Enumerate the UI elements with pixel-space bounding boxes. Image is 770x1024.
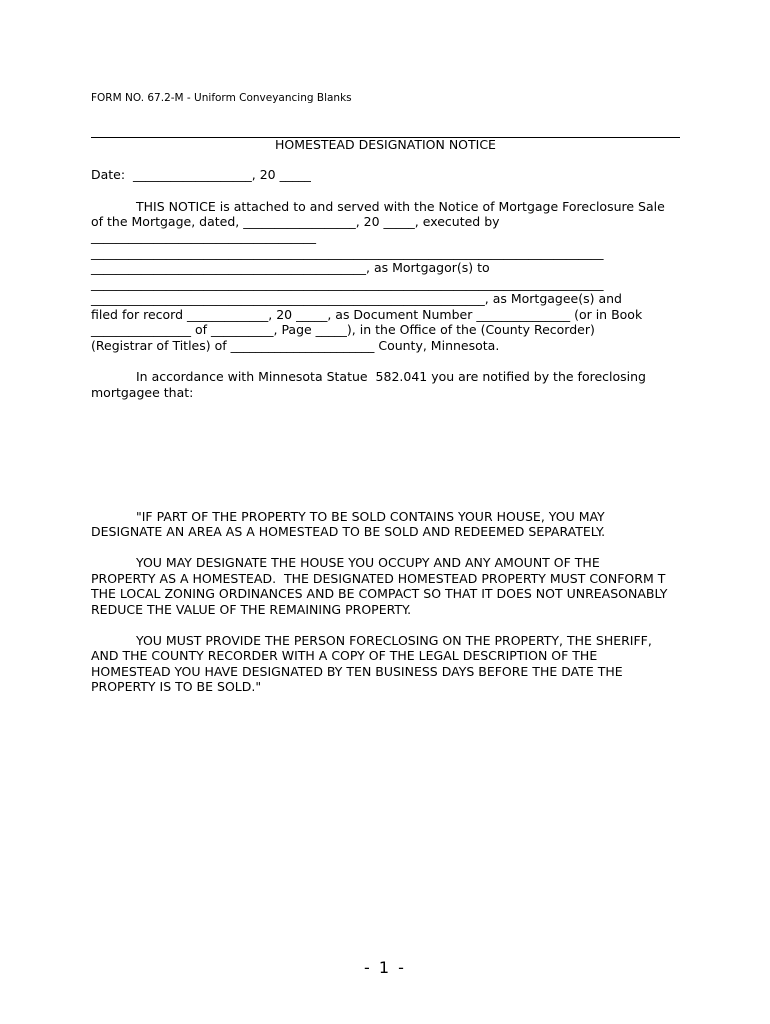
document-title: HOMESTEAD DESIGNATION NOTICE: [275, 137, 496, 152]
notice-line: ________________ of __________, Page _____), in the Office of the (County Recorder): [91, 322, 595, 337]
notice-line: filed for record _____________, 20 _____, as Document Number _______________ (or in Book: [91, 307, 643, 322]
quote-line: "IF PART OF THE PROPERTY TO BE SOLD CONTAINS YOUR HOUSE, YOU MAY: [136, 509, 605, 524]
notice-line: (Registrar of Titles) of _______________________ County, Minnesota.: [91, 338, 500, 353]
form-number: FORM NO. 67.2-M - Uniform Conveyancing Blanks: [91, 92, 352, 104]
notice-line: __________________________________________________________________________________: [91, 245, 604, 260]
notice-line: __________________________________________________________________________________: [91, 276, 604, 291]
quote-line: DESIGNATE AN AREA AS A HOMESTEAD TO BE SOLD AND REDEEMED SEPARATELY.: [91, 524, 606, 539]
quote-line: PROPERTY IS TO BE SOLD.": [91, 679, 262, 694]
quote-line: PROPERTY AS A HOMESTEAD. THE DESIGNATED HOMESTEAD PROPERTY MUST CONFORM T: [91, 571, 666, 586]
quote-line: YOU MUST PROVIDE THE PERSON FORECLOSING ON THE PROPERTY, THE SHERIFF,: [136, 633, 652, 648]
notice-line: THIS NOTICE is attached to and served with the Notice of Mortgage Foreclosure Sale: [136, 199, 665, 214]
accordance-line: In accordance with Minnesota Statue 582.041 you are notified by the foreclosing: [136, 369, 646, 384]
quote-line: THE LOCAL ZONING ORDINANCES AND BE COMPACT SO THAT IT DOES NOT UNREASONABLY: [91, 586, 668, 601]
quote-line: REDUCE THE VALUE OF THE REMAINING PROPERTY.: [91, 602, 412, 617]
quote-line: HOMESTEAD YOU HAVE DESIGNATED BY TEN BUSINESS DAYS BEFORE THE DATE THE: [91, 664, 623, 679]
date-line: Date: ___________________, 20 _____: [91, 167, 311, 182]
notice-line: ____________________________________: [91, 229, 316, 244]
notice-line: ____________________________________________, as Mortgagor(s) to: [91, 260, 490, 275]
notice-line: _______________________________________________________________, as Mortgagee(s) and: [91, 291, 622, 306]
accordance-line: mortgagee that:: [91, 385, 194, 400]
notice-line: of the Mortgage, dated, __________________, 20 _____, executed by: [91, 214, 500, 229]
quote-line: AND THE COUNTY RECORDER WITH A COPY OF THE LEGAL DESCRIPTION OF THE: [91, 648, 598, 663]
page-number: - 1 -: [364, 958, 406, 977]
quote-line: YOU MAY DESIGNATE THE HOUSE YOU OCCUPY AND ANY AMOUNT OF THE: [136, 555, 600, 570]
